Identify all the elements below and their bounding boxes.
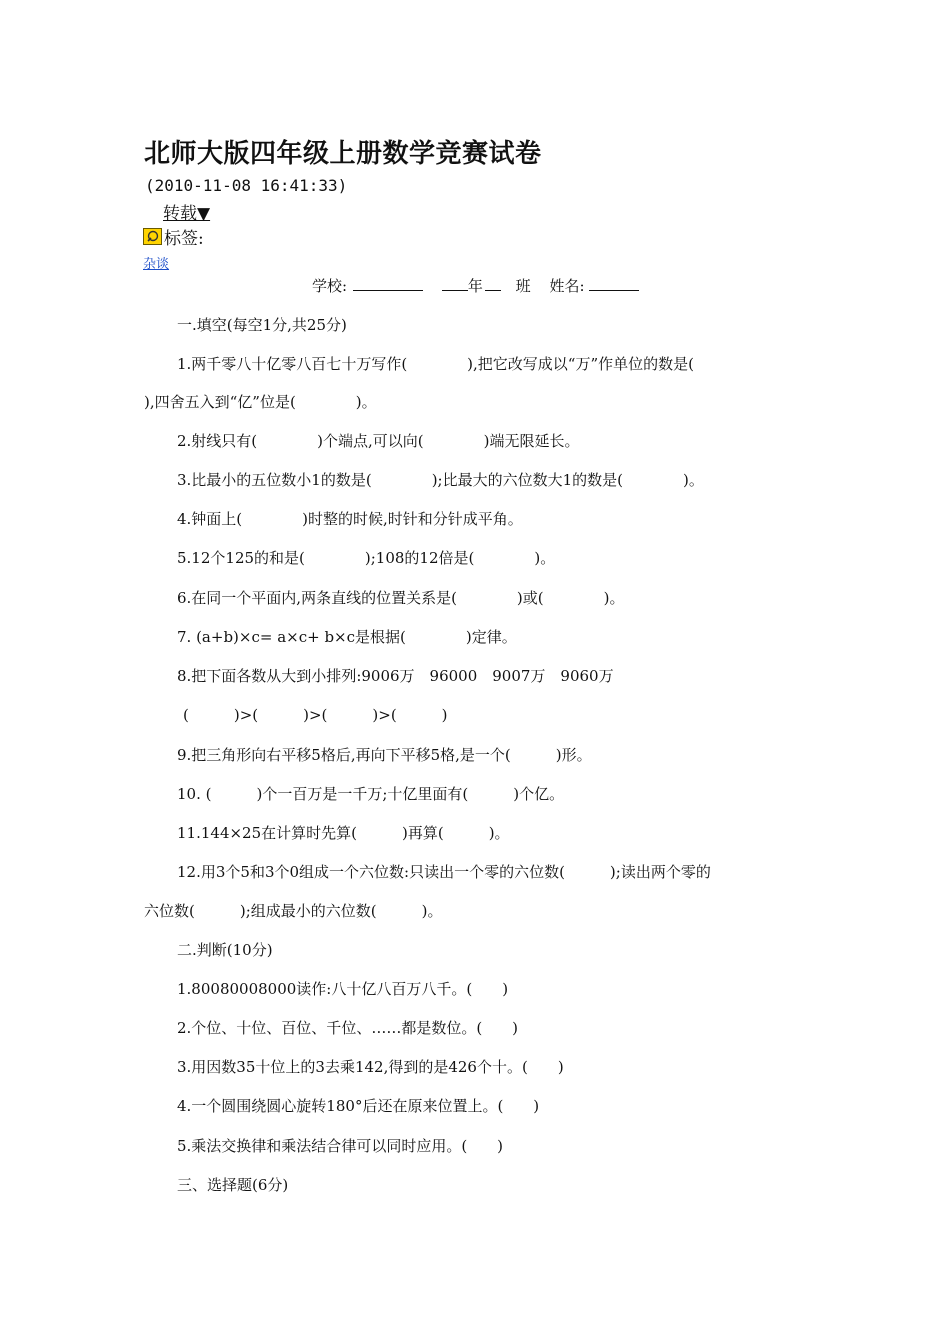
fill-question-4: 4.钟面上( )时整的时候,时针和分针成平角。 — [177, 510, 523, 528]
judge-question-1: 1.80080008000读作:八十亿八百万八千。( ) — [177, 980, 509, 998]
class-label: 班 — [515, 277, 531, 295]
fill-question-1a: 1.两千零八十亿零八百七十万写作( ),把它改写成以“万”作单位的数是( — [177, 355, 694, 373]
fill-question-3: 3.比最小的五位数小1的数是( );比最大的六位数大1的数是( )。 — [177, 471, 704, 489]
tag-row — [143, 224, 204, 249]
tag-icon — [143, 228, 162, 245]
page-title: 北师大版四年级上册数学竞赛试卷 — [144, 139, 542, 169]
section-heading-judge: 二.判断(10分) — [177, 941, 273, 959]
fill-question-12b: 六位数( );组成最小的六位数( )。 — [144, 902, 443, 920]
section-heading-choice: 三、选择题(6分) — [177, 1176, 289, 1194]
year-label: 年 — [467, 277, 483, 295]
post-timestamp: (2010-11-08 16:41:33) — [145, 176, 348, 195]
fill-question-7: 7. (a+b)×c= a×c+ b×c是根据( )定律。 — [177, 628, 517, 646]
fill-question-10: 10. ( )个一百万是一千万;十亿里面有( )个亿。 — [177, 785, 565, 803]
school-label: 学校: — [312, 277, 348, 295]
tag-label: 标签: — [164, 229, 204, 249]
student-info-line — [312, 276, 639, 296]
repost-link[interactable]: 转载▼ — [163, 204, 211, 224]
fill-question-8a: 8.把下面各数从大到小排列:9006万 96000 9007万 9060万 — [177, 667, 614, 685]
name-label: 姓名: — [549, 277, 585, 295]
tag-link-zatan[interactable]: 杂谈 — [143, 257, 170, 272]
fill-question-2: 2.射线只有( )个端点,可以向( )端无限延长。 — [177, 432, 580, 450]
fill-question-6: 6.在同一个平面内,两条直线的位置关系是( )或( )。 — [177, 589, 625, 607]
fill-question-1b: ),四舍五入到“亿”位是( )。 — [144, 393, 377, 411]
judge-question-5: 5.乘法交换律和乘法结合律可以同时应用。( ) — [177, 1137, 504, 1155]
name-blank — [589, 276, 639, 291]
judge-question-2: 2.个位、十位、百位、千位、……都是数位。( ) — [177, 1019, 519, 1037]
fill-question-12a: 12.用3个5和3个0组成一个六位数:只读出一个零的六位数( );读出两个零的 — [177, 863, 711, 881]
fill-question-9: 9.把三角形向右平移5格后,再向下平移5格,是一个( )形。 — [177, 746, 592, 764]
judge-question-4: 4.一个圆围绕圆心旋转180°后还在原来位置上。( ) — [177, 1097, 540, 1115]
class-blank — [485, 276, 501, 291]
fill-question-5: 5.12个125的和是( );108的12倍是( )。 — [177, 549, 556, 567]
year-blank — [442, 276, 468, 291]
school-blank — [353, 276, 423, 291]
section-heading-fill: 一.填空(每空1分,共25分) — [177, 316, 347, 334]
fill-question-11: 11.144×25在计算时先算( )再算( )。 — [177, 824, 510, 842]
fill-question-8b: ( )>( )>( )>( ) — [183, 706, 448, 724]
judge-question-3: 3.用因数35十位上的3去乘142,得到的是426个十。( ) — [177, 1058, 564, 1076]
